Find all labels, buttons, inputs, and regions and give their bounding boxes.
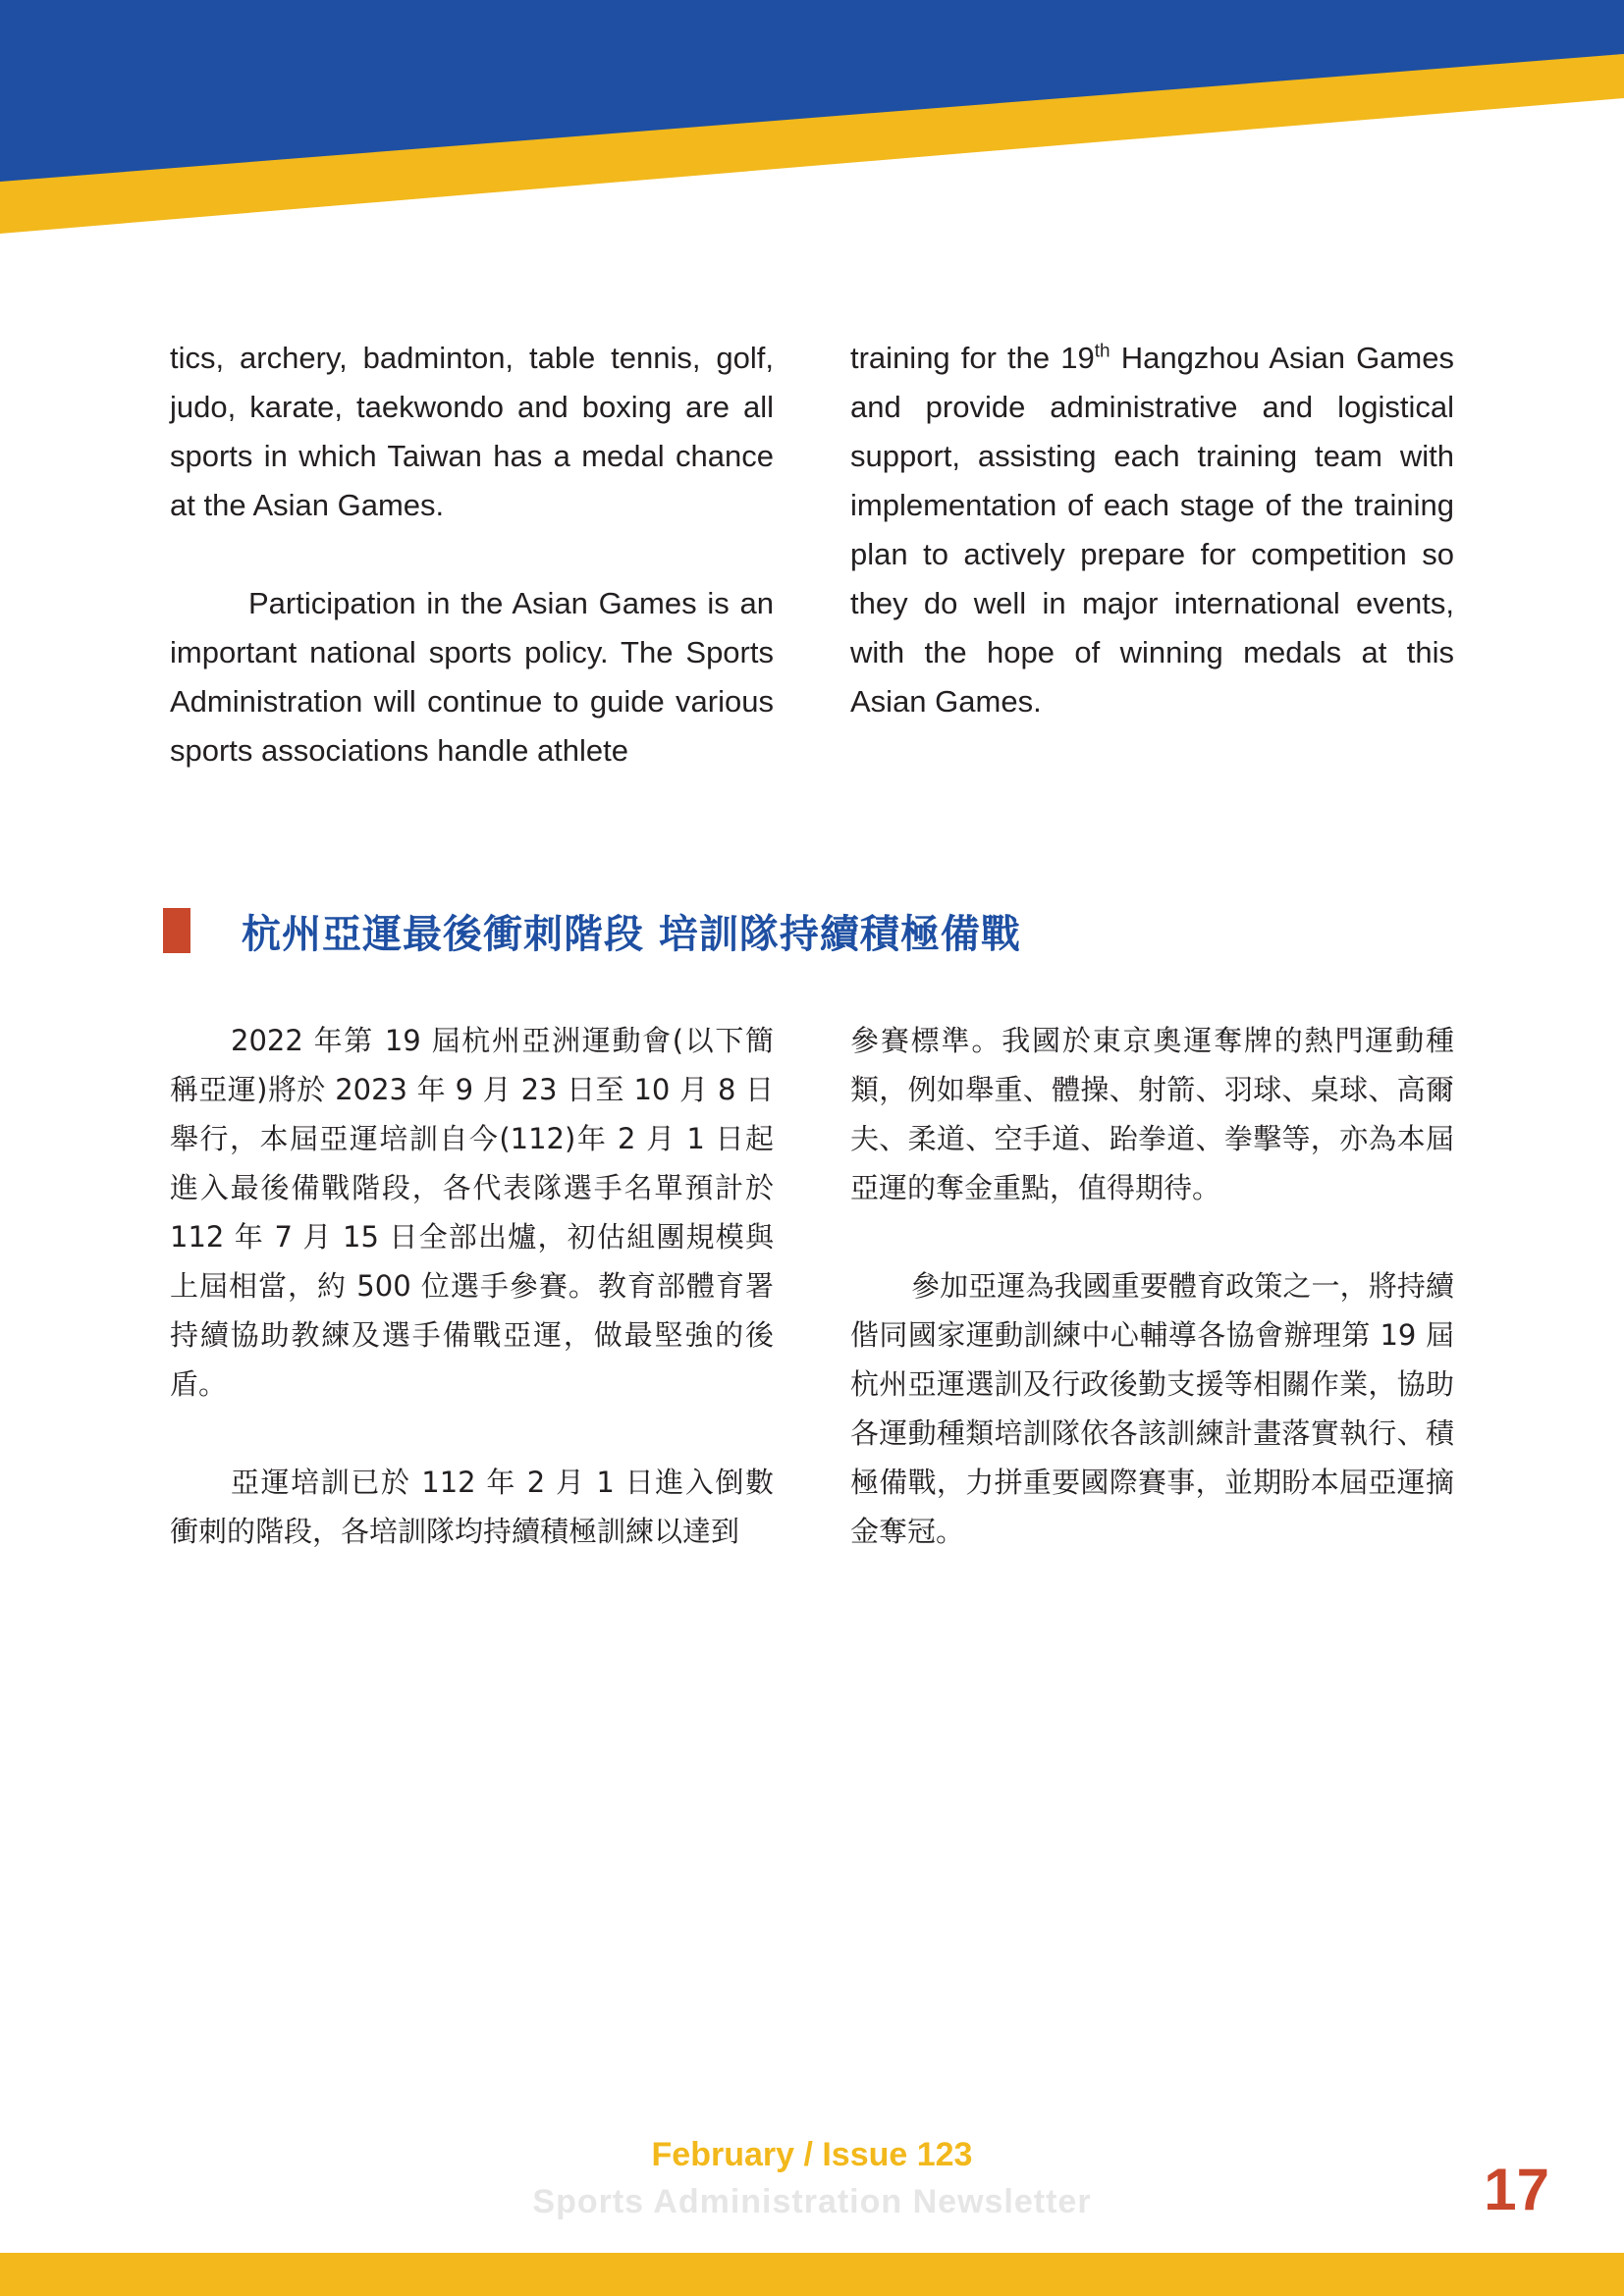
page-number: 17 bbox=[1484, 2157, 1549, 2222]
english-text: training for the 19 bbox=[850, 341, 1095, 375]
header-band bbox=[0, 0, 1624, 236]
heading-title: 杭州亞運最後衝刺階段 培訓隊持續積極備戰 bbox=[242, 911, 1021, 957]
english-text: Hangzhou Asian Games and provide administrative and logistical support, assisting each training team with implementation of each stage of the training plan to actively prepare for competition so they do well in major international events, with the hope of winning medals at this Asian Games. bbox=[850, 341, 1454, 719]
chinese-left-column bbox=[170, 1016, 774, 1556]
section-heading bbox=[163, 903, 1021, 958]
english-paragraph: Participation in the Asian Games is an important national sports policy. The Sports Administration will continue to guide various sports associations handle athlete bbox=[170, 586, 774, 768]
english-paragraph bbox=[850, 334, 1454, 726]
footer-newsletter-title: Sports Administration Newsletter bbox=[532, 2183, 1092, 2220]
ordinal-superscript: th bbox=[1094, 341, 1110, 362]
chinese-paragraph: 2022 年第 19 屆杭州亞洲運動會(以下簡稱亞運)將於 2023 年 9 月 23 日至 10 月 8 日舉行，本屆亞運培訓自今(112)年 2 月 1 日起進入最後備戰階段，各代表隊選手名單預計於 112 年 7 月 15 日全部出爐，初估組團規模與上屆相當，約 500 位選手參賽。教育部體育署持續協助教練及選手備戰亞運，做最堅強的後盾。 bbox=[170, 1024, 774, 1401]
chinese-paragraph: 亞運培訓已於 112 年 2 月 1 日進入倒數衝刺的階段，各培訓隊均持續積極訓練以達到 bbox=[170, 1466, 774, 1548]
chinese-right-column bbox=[850, 1016, 1454, 1556]
footer-bar bbox=[0, 2253, 1624, 2296]
chinese-paragraph: 參加亞運為我國重要體育政策之一，將持續偕同國家運動訓練中心輔導各協會辦理第 19 屆杭州亞運選訓及行政後勤支援等相關作業，協助各運動種類培訓隊依各該訓練計畫落實執行、積極備戰，力拼重要國際賽事，並期盼本屆亞運摘金奪冠。 bbox=[850, 1269, 1454, 1548]
english-right-column bbox=[850, 334, 1454, 726]
heading-marker bbox=[163, 908, 190, 953]
footer-issue: February / Issue 123 bbox=[651, 2136, 973, 2173]
english-left-column bbox=[170, 334, 774, 775]
chinese-paragraph: 參賽標準。我國於東京奧運奪牌的熱門運動種類，例如舉重、體操、射箭、羽球、桌球、高爾夫、柔道、空手道、跆拳道、拳擊等，亦為本屆亞運的奪金重點，值得期待。 bbox=[850, 1024, 1454, 1204]
english-paragraph: tics, archery, badminton, table tennis, golf, judo, karate, taekwondo and boxing are all sports in which Taiwan has a medal chance at the Asian Games. bbox=[170, 341, 774, 522]
